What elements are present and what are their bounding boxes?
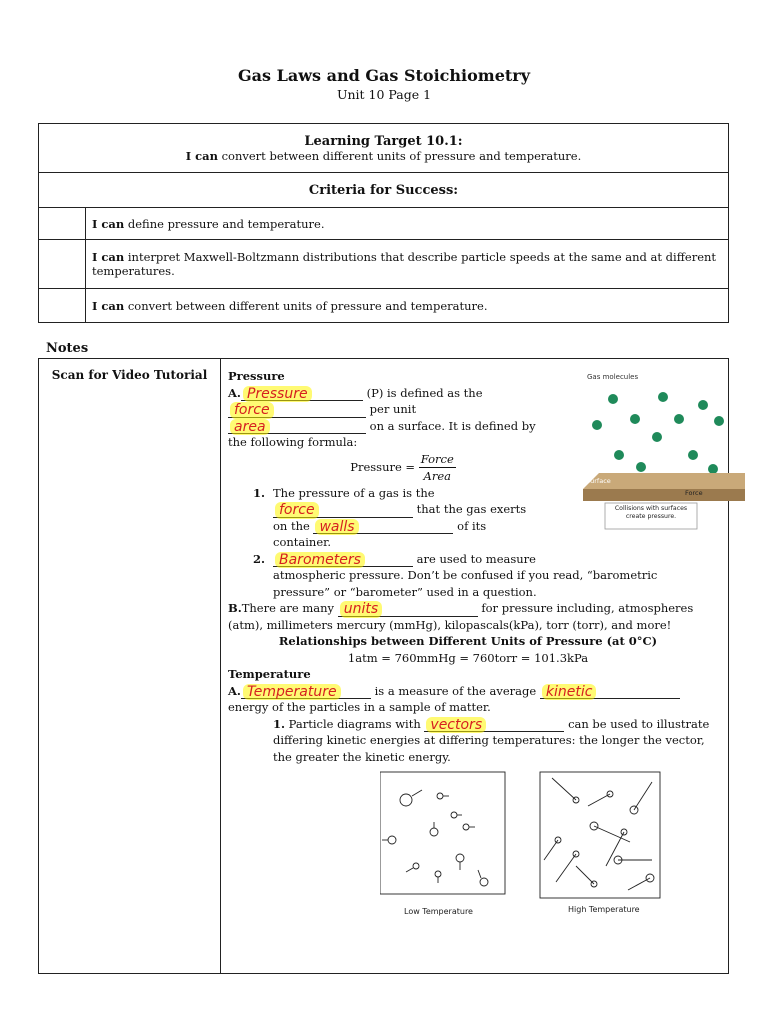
scan-label: Scan for Video Tutorial bbox=[51, 368, 208, 382]
section-a-label: A. bbox=[228, 385, 241, 400]
learning-target-cell bbox=[39, 124, 729, 173]
handwritten-answer: force bbox=[230, 402, 274, 419]
surface-label: Surface bbox=[586, 477, 611, 485]
criteria-checkbox-2[interactable] bbox=[39, 240, 86, 289]
blank-vectors[interactable] bbox=[424, 717, 564, 732]
blank-kinetic[interactable] bbox=[540, 684, 680, 699]
document-title: Gas Laws and Gas Stoichiometry bbox=[238, 66, 530, 85]
notes-label: Notes bbox=[46, 341, 89, 356]
text: The pressure of a gas is the bbox=[273, 485, 435, 500]
text: atmospheric pressure. Don’t be confused if you read, “barometric bbox=[273, 568, 658, 582]
text: on a surface. It is defined by bbox=[369, 418, 536, 433]
i-can-label: I can bbox=[185, 148, 218, 163]
high-temperature-label: High Temperature bbox=[568, 905, 640, 914]
high-temperature-diagram bbox=[540, 772, 660, 898]
text: is a measure of the average bbox=[374, 683, 537, 698]
pressure-heading: Pressure bbox=[228, 369, 285, 383]
blank-force[interactable] bbox=[228, 403, 366, 418]
gas-figure-caption: Collisions with surfaces create pressure. bbox=[614, 505, 688, 520]
text: can be used to illustrate bbox=[568, 716, 710, 731]
formula-denominator: Area bbox=[423, 469, 451, 483]
particle-diagrams bbox=[380, 770, 668, 920]
i-can-label: I can bbox=[92, 298, 125, 313]
text: differing kinetic energies at differing temperatures: the longer the vector, bbox=[273, 733, 705, 747]
blank-area[interactable] bbox=[228, 419, 366, 434]
text: energy of the particles in a sample of matter. bbox=[228, 700, 491, 714]
text: There are many bbox=[241, 601, 335, 615]
surface-block bbox=[583, 489, 745, 501]
blank-barometers[interactable] bbox=[273, 552, 413, 567]
temperature-heading: Temperature bbox=[228, 667, 311, 681]
handwritten-answer: vectors bbox=[426, 717, 486, 734]
text: per unit bbox=[369, 402, 417, 416]
blank-force-2[interactable] bbox=[273, 503, 413, 518]
handwritten-answer: force bbox=[275, 502, 319, 519]
criteria-checkbox-3[interactable] bbox=[39, 289, 86, 323]
handwritten-answer: Pressure bbox=[243, 386, 312, 403]
section-b-label: B. bbox=[228, 601, 242, 615]
criteria-text: convert between different units of pressure and temperature. bbox=[127, 298, 488, 313]
low-temperature-label: Low Temperature bbox=[404, 907, 473, 916]
gas-molecules bbox=[592, 392, 724, 474]
criteria-text: define pressure and temperature. bbox=[127, 216, 325, 231]
gas-molecules-label: Gas molecules bbox=[587, 373, 639, 381]
column-divider bbox=[220, 359, 221, 973]
formula-numerator: Force bbox=[419, 451, 456, 469]
criteria-text: interpret Maxwell-Boltzmann distributions that describe particle speeds at the same and at different temperatures. bbox=[92, 250, 717, 278]
learning-target-table bbox=[38, 123, 729, 323]
text: the following formula: bbox=[228, 435, 358, 449]
handwritten-answer: area bbox=[230, 419, 270, 436]
text: of its bbox=[457, 518, 487, 533]
pressure-formula bbox=[228, 451, 578, 485]
gas-pressure-figure bbox=[583, 369, 745, 535]
text: that the gas exerts bbox=[416, 502, 527, 516]
text: on the bbox=[273, 518, 310, 533]
formula-fraction bbox=[419, 451, 456, 485]
section-a-label: A. bbox=[228, 683, 241, 698]
list-number: 2. bbox=[253, 551, 266, 566]
criteria-checkbox-1[interactable] bbox=[39, 208, 86, 240]
i-can-label: I can bbox=[92, 216, 125, 231]
text: (P) is defined as the bbox=[366, 385, 483, 400]
i-can-label: I can bbox=[92, 250, 125, 264]
handwritten-answer: walls bbox=[315, 519, 358, 536]
learning-target-text: convert between different units of pressure and temperature. bbox=[221, 148, 582, 163]
learning-target-heading: Learning Target 10.1: bbox=[304, 133, 463, 149]
criteria-item-1 bbox=[86, 208, 729, 240]
handwritten-answer: Temperature bbox=[243, 684, 341, 701]
blank-units[interactable] bbox=[338, 602, 478, 617]
force-label: Force bbox=[685, 489, 703, 497]
pressure-point-1 bbox=[228, 485, 578, 502]
text: the greater the kinetic energy. bbox=[273, 749, 451, 764]
formula-lhs: Pressure = bbox=[350, 459, 416, 474]
list-number: 1. bbox=[253, 485, 266, 500]
text: for pressure including, atmospheres bbox=[481, 601, 694, 615]
blank-temperature[interactable] bbox=[241, 684, 371, 699]
text: pressure” or “barometer” used in a question. bbox=[273, 584, 537, 599]
document-subtitle: Unit 10 Page 1 bbox=[336, 87, 432, 102]
handwritten-answer: kinetic bbox=[542, 684, 597, 701]
text: (atm), millimeters mercury (mmHg), kilopascals(kPa), torr (torr), and more! bbox=[228, 617, 672, 632]
low-temperature-diagram bbox=[380, 772, 505, 894]
relationships-heading: Relationships between Different Units of Pressure (at 0°C) bbox=[278, 634, 658, 648]
criteria-item-2 bbox=[86, 240, 729, 289]
handwritten-answer: Barometers bbox=[275, 552, 365, 569]
pressure-point-2 bbox=[228, 551, 578, 568]
text: container. bbox=[273, 535, 332, 549]
criteria-item-3 bbox=[86, 289, 729, 323]
criteria-heading: Criteria for Success: bbox=[39, 173, 729, 208]
relationships-equation: 1atm = 760mmHg = 760torr = 101.3kPa bbox=[347, 650, 589, 665]
blank-walls[interactable] bbox=[313, 519, 453, 534]
handwritten-answer: units bbox=[340, 601, 382, 618]
list-number: 1. bbox=[273, 716, 286, 731]
text: Particle diagrams with bbox=[288, 716, 421, 731]
text: are used to measure bbox=[416, 551, 536, 566]
blank-pressure[interactable] bbox=[241, 386, 363, 401]
